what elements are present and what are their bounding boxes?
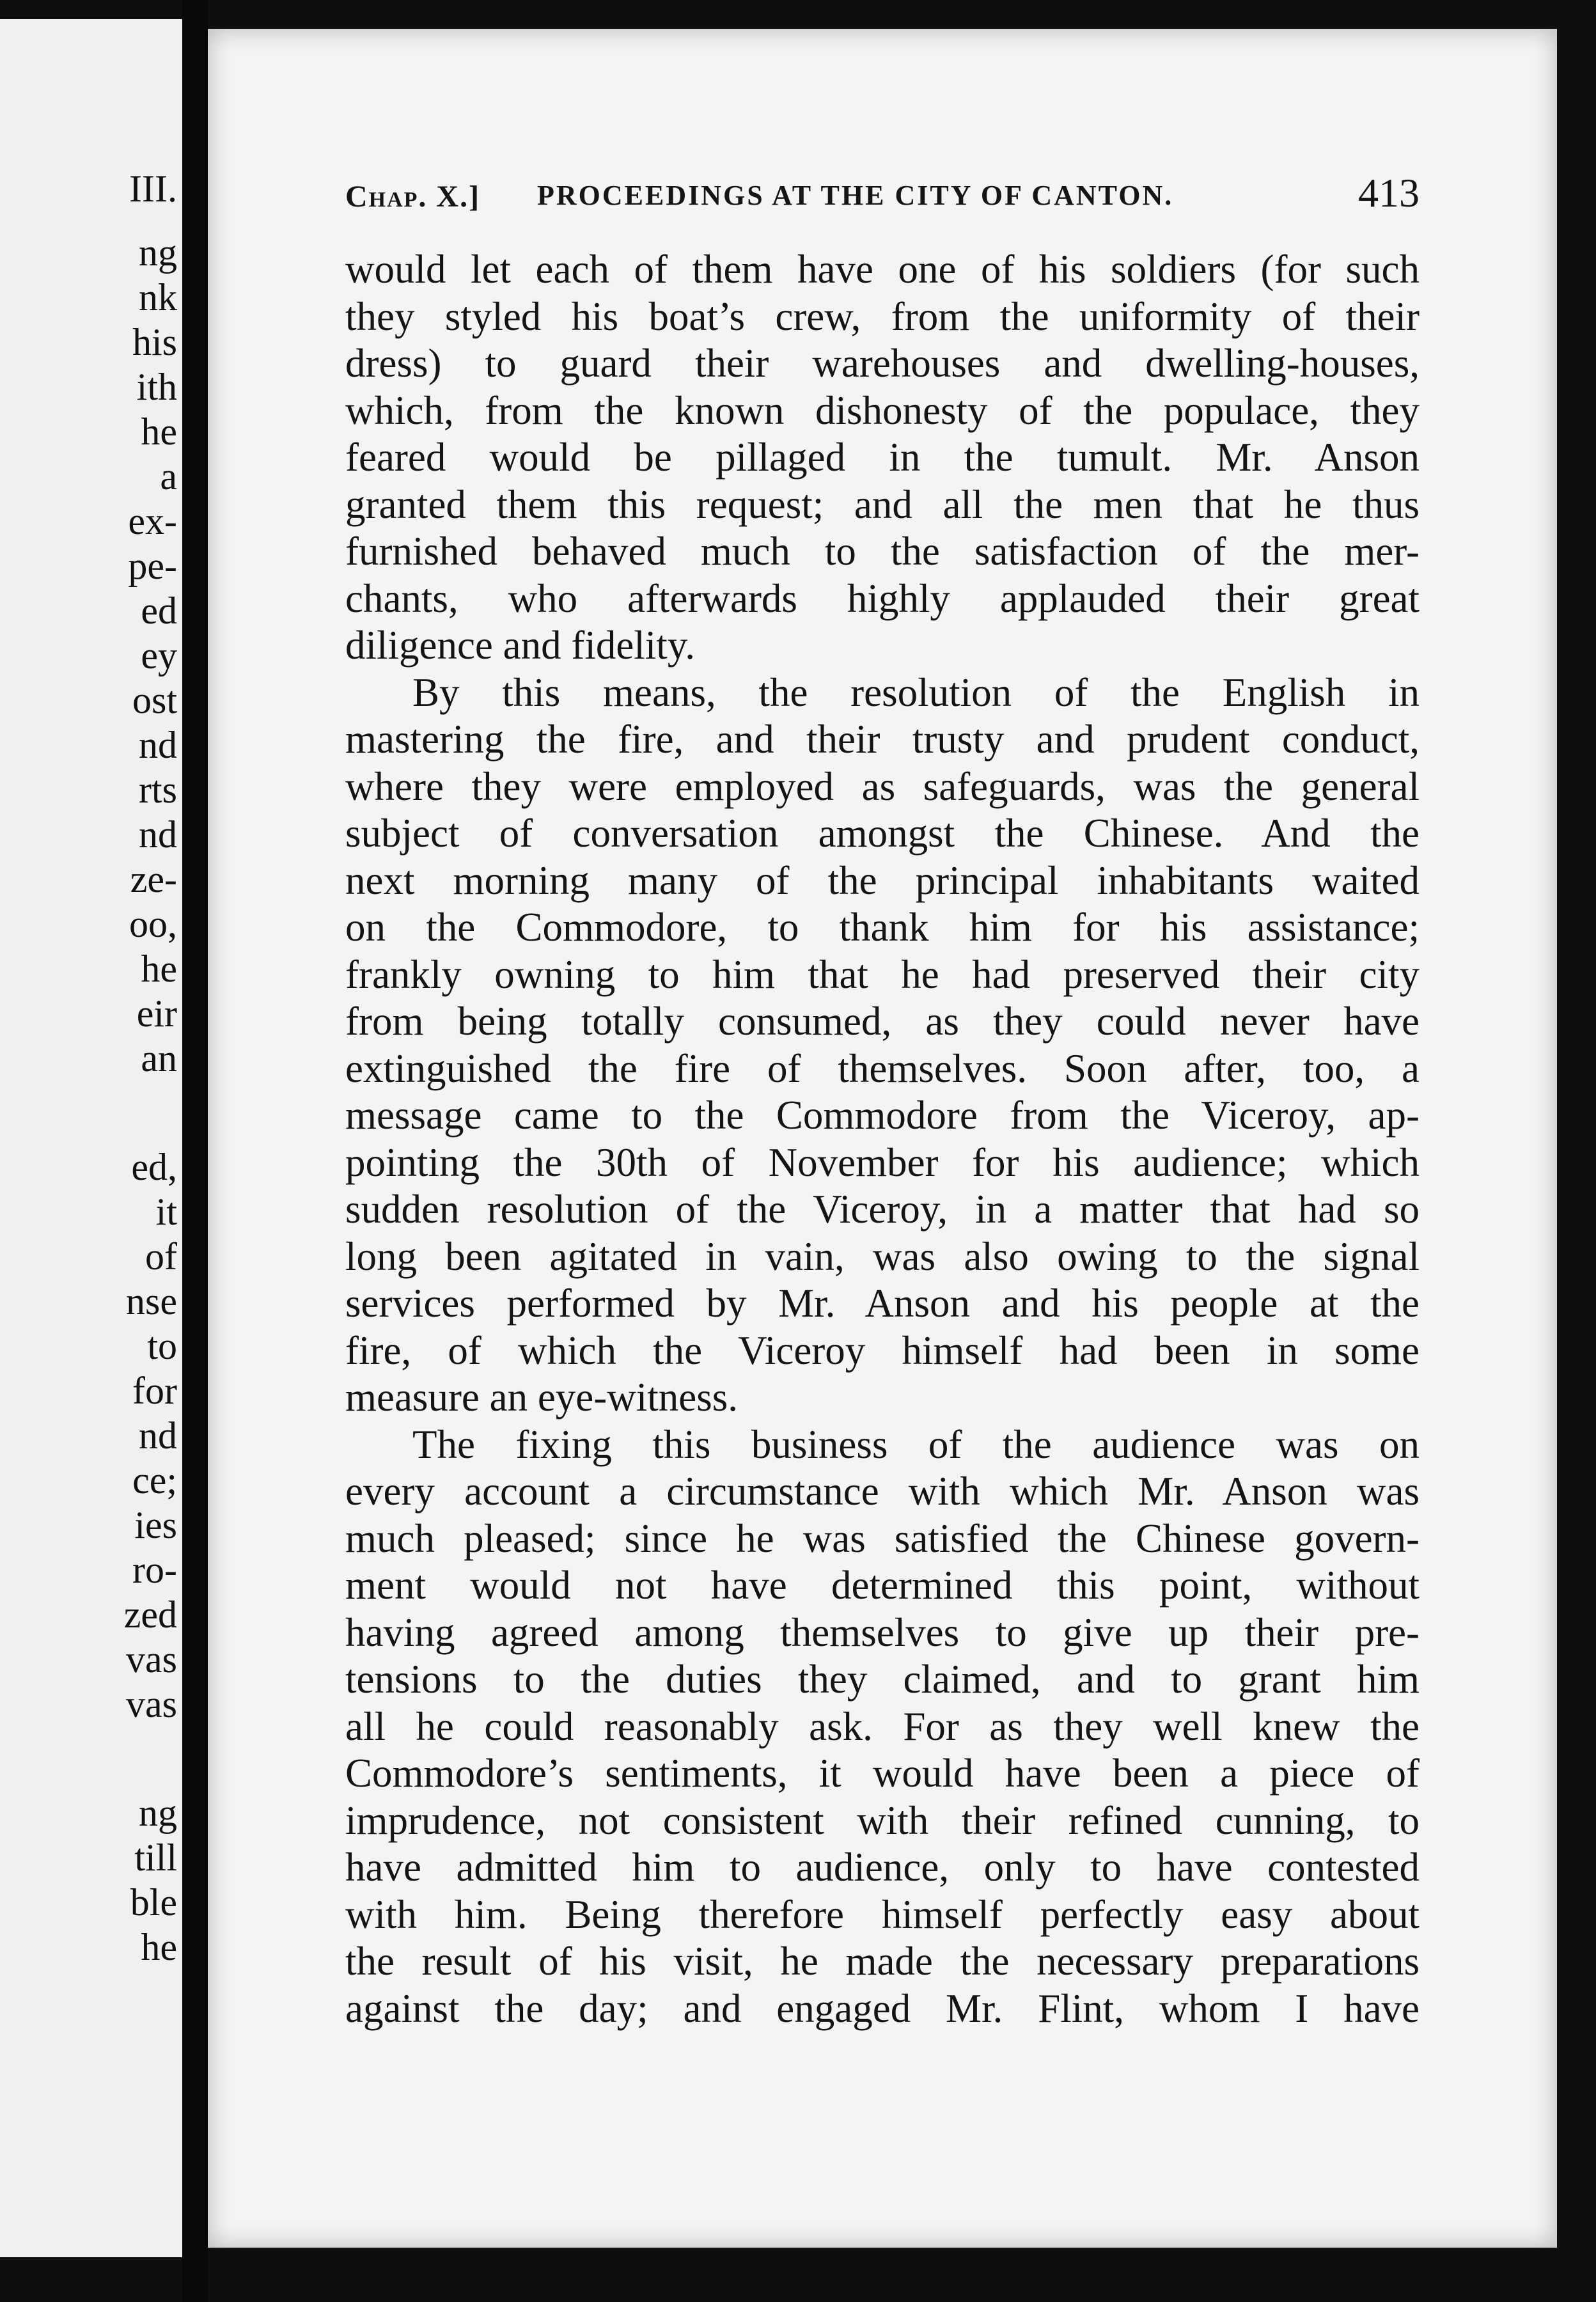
facing-page-text-fragment: vas xyxy=(126,1638,177,1680)
text-line: Commodore’s sentiments, it would have been a piece of xyxy=(345,1751,1420,1796)
text-line: having agreed among themselves to give up their pre- xyxy=(345,1609,1420,1655)
facing-page-text-fragment: ng xyxy=(139,231,177,274)
text-line: on the Commodore, to thank him for his assistance; xyxy=(345,905,1420,950)
text-line: extinguished the fire of themselves. Soon after, too, a xyxy=(345,1045,1420,1091)
text-line: tensions to the duties they claimed, and to grant him xyxy=(345,1657,1420,1702)
facing-page-text-fragment: nse xyxy=(126,1280,177,1322)
text-line: granted them this request; and all the men that he thus xyxy=(345,482,1420,527)
text-line: sudden resolution of the Viceroy, in a matter that had so xyxy=(345,1187,1420,1232)
facing-page-text-fragment: ies xyxy=(134,1504,177,1546)
text-line: much pleased; since he was satisfied the Chinese govern- xyxy=(345,1515,1420,1561)
text-line: measure an eye-witness. xyxy=(345,1375,739,1420)
facing-page-text-fragment: his xyxy=(132,321,177,363)
facing-page-text-fragment: an xyxy=(141,1037,177,1079)
text-line: diligence and fidelity. xyxy=(345,623,695,668)
text-line: which, from the known dishonesty of the populace, they xyxy=(345,388,1420,433)
facing-page-text-fragment: ce; xyxy=(132,1459,177,1501)
text-line: they styled his boat’s crew, from the uniformity of their xyxy=(345,294,1420,339)
text-line: frankly owning to him that he had preserved their city xyxy=(345,951,1420,997)
facing-page-text-fragment: oo, xyxy=(129,903,177,945)
facing-page-text-fragment: for xyxy=(132,1370,177,1412)
facing-page-text-fragment: he xyxy=(141,948,177,990)
page-number: 413 xyxy=(1358,170,1420,215)
text-line: dress) to guard their warehouses and dwelling-houses, xyxy=(345,341,1420,386)
text-line: would let each of them have one of his soldiers (for such xyxy=(345,247,1420,292)
facing-page-text-fragment: ro- xyxy=(132,1549,177,1591)
facing-page-text-fragment: ed, xyxy=(131,1146,177,1188)
text-line: By this means, the resolution of the English in xyxy=(412,669,1420,715)
text-line: all he could reasonably ask. For as they well knew the xyxy=(345,1703,1420,1749)
facing-page-text-fragment: pe- xyxy=(128,545,177,587)
text-line: mastering the fire, and their trusty and prudent conduct, xyxy=(345,717,1420,762)
text-line: message came to the Commodore from the Viceroy, ap- xyxy=(345,1093,1420,1138)
chapter-label: Chap. X.] xyxy=(345,180,481,214)
facing-page-text-fragment: a xyxy=(160,455,177,497)
text-line: ment would not have determined this point, without xyxy=(345,1563,1420,1608)
book-gutter xyxy=(182,0,208,2302)
facing-page-text-fragment: zed xyxy=(123,1593,177,1636)
running-head xyxy=(345,166,1420,224)
text-line: pointing the 30th of November for his audience; which xyxy=(345,1139,1420,1185)
text-line: against the day; and engaged Mr. Flint, whom I have xyxy=(345,1985,1420,2031)
text-line: have admitted him to audience, only to have contested xyxy=(345,1845,1420,1890)
text-line: every account a circumstance with which Mr. Anson was xyxy=(345,1469,1420,1514)
facing-page-text-fragment: vas xyxy=(126,1683,177,1725)
facing-page-text-fragment: it xyxy=(155,1191,177,1233)
facing-page-text-fragment: to xyxy=(147,1325,177,1367)
running-title: PROCEEDINGS AT THE CITY OF CANTON. xyxy=(537,180,1174,211)
text-line: fire, of which the Viceroy himself had been in some xyxy=(345,1327,1420,1373)
text-line: the result of his visit, he made the necessary preparations xyxy=(345,1939,1420,1984)
facing-page-text-fragment: III. xyxy=(129,168,177,210)
facing-page-text-fragment: nd xyxy=(139,813,177,856)
text-line: subject of conversation amongst the Chinese. And the xyxy=(345,811,1420,856)
body-text xyxy=(345,246,1420,2032)
text-line: where they were employed as safeguards, was the general xyxy=(345,763,1420,809)
text-line: long been agitated in vain, was also owing to the signal xyxy=(345,1233,1420,1279)
text-line: imprudence, not consistent with their refined cunning, to xyxy=(345,1797,1420,1843)
facing-page-text-fragment: ey xyxy=(141,634,177,677)
text-line: next morning many of the principal inhabitants waited xyxy=(345,857,1420,903)
facing-page-text-fragment: eir xyxy=(136,992,177,1035)
facing-page-text-fragment: ed xyxy=(141,590,177,632)
text-line: from being totally consumed, as they could never have xyxy=(345,999,1420,1044)
facing-page-text-fragment: ex- xyxy=(128,500,177,542)
facing-page-text-fragment: ost xyxy=(132,679,177,721)
facing-page-text-fragment: of xyxy=(145,1235,177,1278)
facing-page-text-fragment: nd xyxy=(139,1414,177,1457)
facing-page-text-fragment: till xyxy=(134,1836,177,1879)
facing-page-text-fragment: ble xyxy=(130,1881,177,1923)
book-page xyxy=(208,29,1557,2248)
facing-page-text-fragment: ze- xyxy=(130,858,177,900)
facing-page-fragment xyxy=(0,19,182,2257)
text-line: chants, who afterwards highly applauded their great xyxy=(345,576,1420,621)
text-line: furnished behaved much to the satisfaction of the mer- xyxy=(345,529,1420,574)
facing-page-text-fragment: ng xyxy=(139,1792,177,1834)
facing-page-text-fragment: rts xyxy=(139,769,177,811)
facing-page-text-fragment: nd xyxy=(139,724,177,766)
facing-page-text-fragment: nk xyxy=(139,276,177,318)
facing-page-text-fragment: ith xyxy=(136,366,177,408)
facing-page-text-fragment: he xyxy=(141,411,177,453)
text-line: The fixing this business of the audience was on xyxy=(412,1421,1420,1467)
text-line: feared would be pillaged in the tumult. Mr. Anson xyxy=(345,435,1420,480)
facing-page-text-fragment: he xyxy=(141,1926,177,1968)
text-line: with him. Being therefore himself perfectly easy about xyxy=(345,1891,1420,1937)
text-line: services performed by Mr. Anson and his people at the xyxy=(345,1281,1420,1326)
